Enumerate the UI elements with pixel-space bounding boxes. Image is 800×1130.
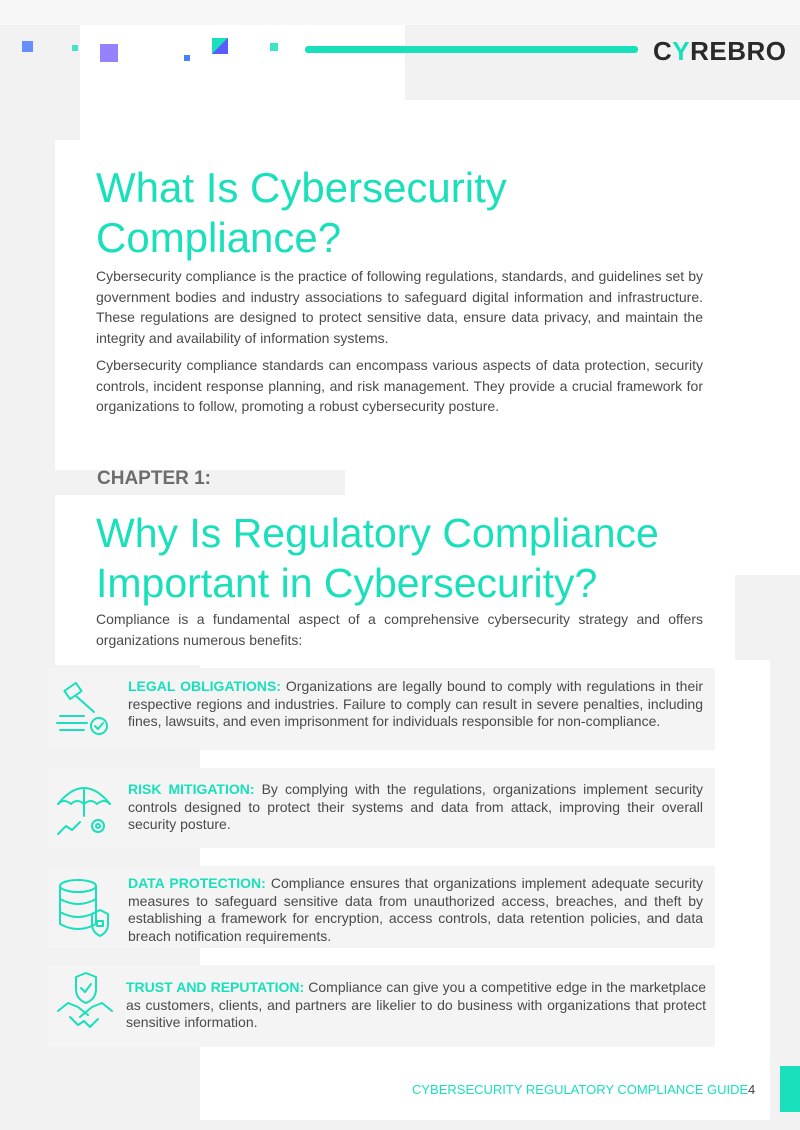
decor-square <box>212 38 228 54</box>
page-number: 4 <box>748 1082 756 1097</box>
background-panel <box>0 0 800 25</box>
decor-square <box>100 44 118 62</box>
chapter-intro: Compliance is a fundamental aspect of a comprehensive cybersecurity strategy and offers organizations numerous benefits: <box>96 611 703 648</box>
decor-square <box>22 41 33 52</box>
umbrella-gear-icon <box>54 776 114 838</box>
section-paragraph: Cybersecurity compliance is the practice of following regulations, standards, and guidelines set by government bodies and industry associations to safeguard digital information and infrastructure. These regulations are designed to protect sensitive data, ensure data privacy, and maintain the integrity and availability of information systems. <box>96 268 703 346</box>
section-title: What Is Cybersecurity Compliance? <box>96 164 507 261</box>
benefit-text: LEGAL OBLIGATIONS: Organizations are legally bound to comply with regulations in their respective regions and industries. Failure to comply can result in severe penalties, including fines, lawsuits, and even imprisonment for individuals responsible for non-compliance. <box>128 678 704 729</box>
database-lock-icon <box>56 878 114 938</box>
section-paragraph: Cybersecurity compliance standards can encompass various aspects of data protection, security controls, incident response planning, and risk management. They provide a crucial framework for organizations to follow, promoting a robust cybersecurity posture. <box>96 357 703 414</box>
benefit-card-legal <box>48 668 715 750</box>
chapter-label: CHAPTER 1: <box>97 468 212 489</box>
chapter-title: Why Is Regulatory Compliance Important in Cybersecurity? <box>96 510 659 606</box>
decor-square <box>184 55 190 61</box>
footer-accent-bar <box>780 1066 800 1112</box>
benefit-card-risk <box>48 768 715 848</box>
decor-square <box>72 45 78 51</box>
benefit-text: TRUST AND REPUTATION: Compliance can give you a competitive edge in the marketplace as customers, clients, and partners are likelier to do business with organizations that protect sensitive information. <box>126 979 706 1030</box>
header-accent-bar <box>305 46 638 53</box>
benefit-text: DATA PROTECTION: Compliance ensures that organizations implement adequate security measures to safeguard sensitive data from unauthorized access, breaches, and theft by establishing a framework for encryption, access controls, data retention policies, and data breach notification requirements. <box>128 875 703 944</box>
benefit-card-trust <box>48 965 715 1047</box>
handshake-shield-icon <box>54 971 116 1033</box>
footer-guide-title: CYBERSECURITY REGULATORY COMPLIANCE GUIDE <box>412 1082 749 1097</box>
benefit-card-data <box>48 866 715 948</box>
gavel-check-icon <box>54 678 112 736</box>
cyrebro-logo: CYREBRO <box>653 36 787 66</box>
benefit-text: RISK MITIGATION: By complying with the regulations, organizations implement security controls designed to protect their systems and data from attack, improving their overall security posture. <box>128 781 703 832</box>
decor-square <box>270 43 278 51</box>
